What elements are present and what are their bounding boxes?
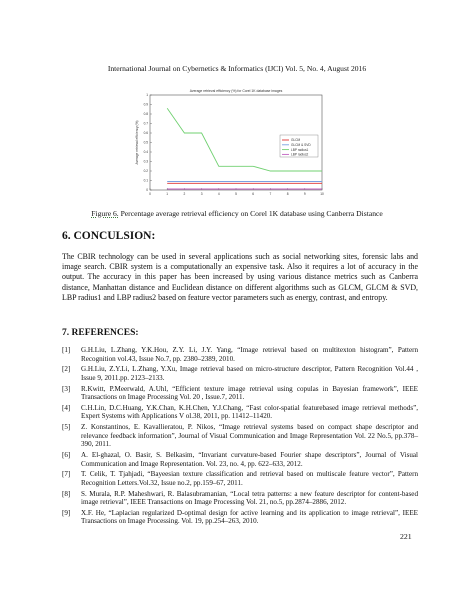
figure-label: Figure 6. (91, 209, 119, 218)
page-number: 221 (400, 532, 412, 541)
reference-number: [5] (62, 423, 71, 432)
reference-number: [2] (62, 365, 71, 374)
reference-number: [1] (62, 346, 71, 354)
x-tick-label: 7 (269, 192, 272, 196)
y-tick-label: 0.3 (143, 159, 148, 164)
reference-text: Z. Konstantinos, E. Kavallieratou, P. Nikos, “Image retrieval systems based on compact shape descriptor and relevance feedback information”, Journal of Visual Communication and Image Representation Vol. 22 No.5, pp.378–390, 2011. (81, 423, 418, 449)
reference-item (62, 365, 418, 382)
reference-number: [8] (62, 489, 71, 498)
y-tick-label: 0.6 (143, 131, 148, 136)
x-tick-label: 5 (235, 192, 237, 196)
y-tick-label: 0.1 (143, 178, 148, 183)
reference-text: R.Kwitt, P.Meerwald, A.Uhl, “Efficient texture image retrieval using copulas in Bayesian framework”, IEEE Transactions on Image Processing Vol. 20 , Issue.7, 2011. (81, 384, 418, 402)
reference-text: A. El-ghazal, O. Basir, S. Belkasim, “Invariant curvature-based Fourier shape descriptors”, Journal of Visual Communication and Image Representation. Vol. 23, no. 4, pp. 622–633, 2012. (81, 451, 418, 468)
y-tick-label: 0.7 (143, 121, 148, 126)
reference-item (62, 509, 418, 526)
conclusion-heading: 6. CONCULSION: (62, 230, 156, 242)
reference-item (62, 385, 418, 402)
figure-6 (130, 85, 330, 203)
y-tick-label: 1 (146, 93, 148, 98)
reference-number: [4] (62, 403, 71, 412)
reference-text: X.F. He, “Laplacian regularized D-optimal design for active learning and its application to image retrieval”, IEEE Transactions on Image Processing. Vol. 19, pp.254–263, 2010. (81, 508, 418, 526)
x-tick-label: 6 (252, 192, 255, 196)
reference-item (62, 451, 418, 468)
reference-item (62, 490, 418, 507)
x-tick-label: 1 (166, 192, 169, 196)
x-tick-label: 9 (303, 192, 306, 196)
reference-text: C.H.Lin, D.C.Huang, Y.K.Chan, K.H.Chen, Y.J.Chang, “Fast color-spatial featurebased image retrieval methods”, Expert Systems with Applications V ol.38, 2011, pp. 11412–11420. (81, 403, 418, 421)
figure-caption (0, 209, 474, 218)
reference-item (62, 470, 418, 487)
x-tick-label: 2 (183, 192, 186, 196)
journal-header: International Journal on Cybernetics & Informatics (IJCI) Vol. 5, No. 4, August 2016 (107, 64, 367, 73)
reference-text: G.H.Liu, L.Zhang, Y.K.Hou, Z.Y. Li, J.Y. Yang, “Image retrieval based on multitexton histogram”, Pattern Recognition vol.43, Issue No.7, pp. 2380–2389, 2010. (81, 346, 418, 363)
legend-label: LBP radius1 (291, 147, 309, 152)
x-tick-label: 8 (286, 192, 289, 196)
y-tick-label: 0 (146, 188, 148, 193)
reference-number: [7] (62, 470, 71, 479)
figure-caption-text: Percentage average retrieval efficiency on Corel 1K database using Canberra Distance (118, 209, 383, 218)
y-axis-label: Average retrieval efficiency (%) (135, 120, 139, 165)
x-tick-label: 3 (200, 192, 203, 196)
legend-label: GLCM & SVD (291, 143, 311, 147)
y-tick-label: 0.9 (143, 102, 148, 107)
reference-item (62, 404, 418, 421)
y-tick-label: 0.2 (143, 169, 148, 174)
references-heading: 7. REFERENCES: (62, 328, 139, 338)
x-tick-label: 4 (217, 192, 220, 196)
chart-title: Average retrieval efficiency (%) for Corel 1K database images (189, 89, 283, 93)
reference-item (62, 423, 418, 449)
y-tick-label: 0.5 (143, 140, 148, 145)
reference-number: [3] (62, 384, 71, 393)
x-tick-label: 0 (149, 192, 151, 196)
legend-label: GLCM (291, 138, 301, 143)
y-tick-label: 0.8 (143, 112, 148, 117)
reference-number: [9] (62, 508, 71, 517)
reference-text: G.H.Liu, Z.Y.Li, L.Zhang, Y.Xu, Image retrieval based on micro-structure descriptor, Pattern Recognition Vol.44 , Issue 9, 2011.pp. 2123–2133. (81, 365, 418, 382)
x-tick-label: 10 (320, 192, 324, 196)
reference-item (62, 346, 418, 363)
reference-number: [6] (62, 451, 71, 459)
conclusion-paragraph: The CBIR technology can be used in several applications such as social networking sites, forensic labs and image search. CBIR system is a computationally an expensive task. Also it requires a lot of accuracy in the output. The accuracy in this paper has been increased by using various distance metrics such as Canberra distance, Manhattan distance and Euclidean distance on different algorithms such as GLCM, GLCM & SVD, LBP radius1 and LBP radius2 based on feature vector parameters such as energy, contrast, and entropy. (62, 252, 418, 302)
reference-text: S. Murala, R.P. Maheshwari, R. Balasubramanian, “Local tetra patterns: a new feature descriptor for content-based image retrieval”, IEEE Transactions on Image Processing Vol. 21, no.5, pp.2874–2886, 2012. (81, 489, 418, 507)
reference-text: T. Celik, T. Tjahjadi, “Bayeesian texture classification and retrieval based on multiscale feature vector”, Pattern Recognition Letters.Vol.32, Issue no.2, pp.159–67, 2011. (81, 470, 418, 487)
references-list (62, 346, 418, 528)
legend-label: LBP radius2 (291, 152, 309, 157)
y-tick-label: 0.4 (143, 150, 148, 155)
retrieval-efficiency-chart (130, 85, 330, 203)
